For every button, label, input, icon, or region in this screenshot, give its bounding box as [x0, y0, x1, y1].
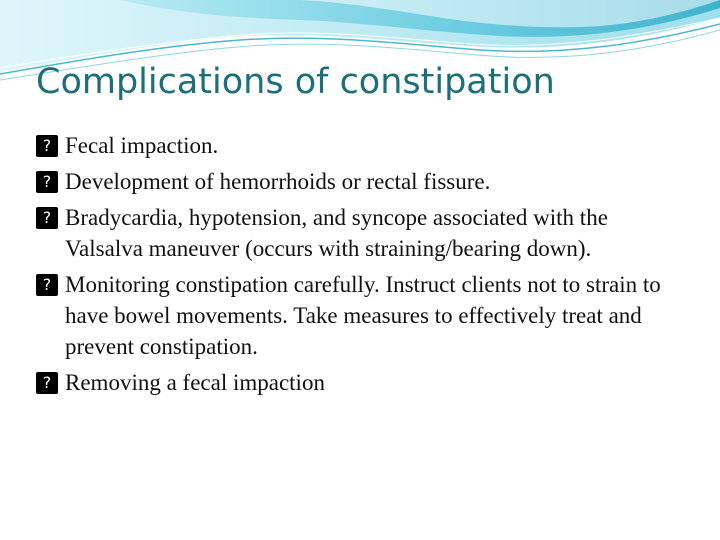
bullet-item	[36, 367, 686, 398]
bullet-marker-icon: ?	[36, 171, 58, 193]
slide-title: Complications of constipation	[36, 62, 555, 102]
bullet-text: Removing a fecal impaction	[65, 370, 325, 395]
bullet-marker-icon: ?	[36, 274, 58, 296]
bullet-item	[36, 166, 686, 197]
bullet-item	[36, 130, 686, 161]
bullet-item	[36, 202, 686, 264]
bullet-text: Bradycardia, hypotension, and syncope associated with the Valsalva maneuver (occurs with straining/bearing down).	[65, 205, 608, 261]
bullet-marker-icon: ?	[36, 207, 58, 229]
bullet-marker-icon: ?	[36, 135, 58, 157]
bullet-text: Fecal impaction.	[65, 133, 219, 158]
bullet-text: Monitoring constipation carefully. Instruct clients not to strain to have bowel movements. Take measures to effectively treat and prevent constipation.	[65, 272, 661, 359]
bullet-item	[36, 269, 686, 362]
bullet-marker-icon: ?	[36, 372, 58, 394]
bullet-list	[36, 130, 686, 403]
bullet-text: Development of hemorrhoids or rectal fissure.	[65, 169, 491, 194]
